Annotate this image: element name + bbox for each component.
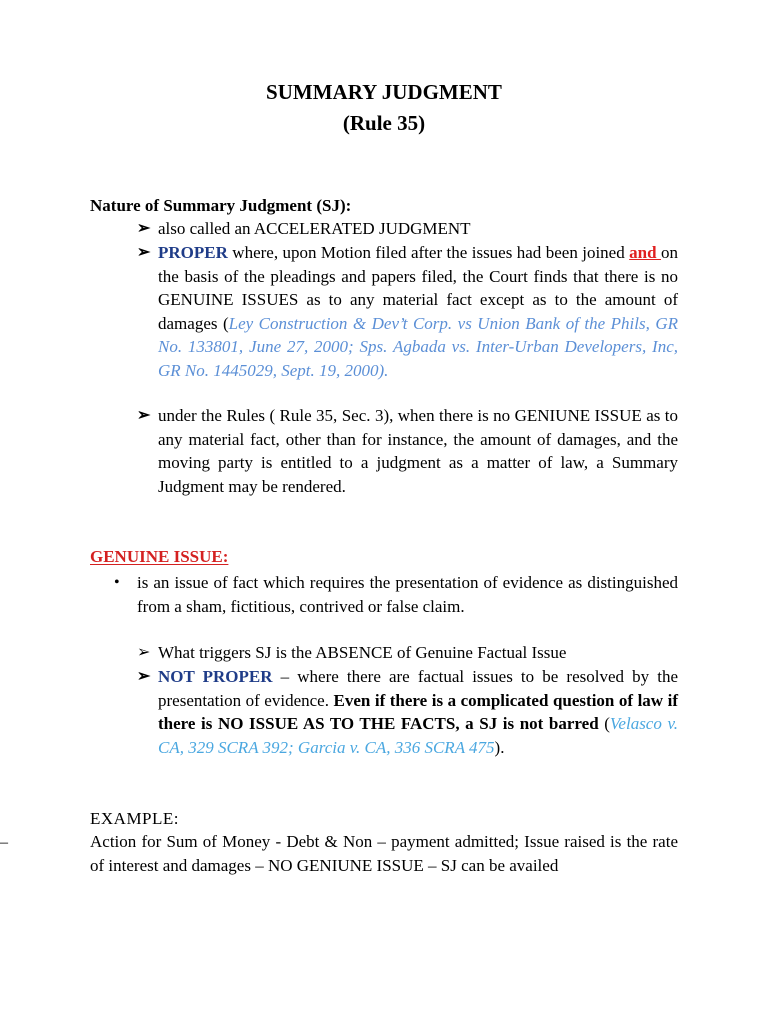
arrow-bullet-icon: ➢: [137, 668, 151, 685]
section-heading-nature: Nature of Summary Judgment (SJ):: [90, 196, 352, 215]
example-text: Action for Sum of Money - Debt & Non – payment admitted; Issue raised is the rate of interest and damages – NO GENIUNE ISSUE – SJ can be availed: [90, 832, 678, 875]
arrow-bullet-icon: ➢: [137, 644, 151, 661]
genuine-dot-item: is an issue of fact which requires the presentation of evidence as distinguished from a sham, fictitious, contrived or false claim.: [137, 573, 678, 616]
citation: Velasco v. CA, 329 SCRA 392; Garcia v. CA, 336 SCRA 475: [158, 714, 678, 757]
citation: Ley Construction & Dev’t Corp. vs Union Bank of the Phils, GR No. 133801, June 27, 2000; Sps. Agbada vs. Inter-Urban Developers, Inc, GR No. 1445029, Sept. 19, 2000).: [158, 313, 678, 380]
arrow-bullet-icon: ➢: [137, 407, 151, 424]
section-heading-example: EXAMPLE:: [90, 809, 179, 828]
document-title: SUMMARY JUDGMENT: [266, 80, 502, 104]
nature-bullet-3: under the Rules ( Rule 35, Sec. 3), when there is no GENIUNE ISSUE as to any material fact, other than for instance, the amount of damages, and the moving party is entitled to a judgment as a matter of law, a Summary Judgment may be rendered.: [158, 406, 678, 496]
genuine-arrow-2: NOT PROPER – where there are factual issues to be resolved by the presentation of evidence. Even if there is a complicated question of law if there is NO ISSUE AS TO THE FACTS, a SJ is not barred (Velasco v. CA, 329 SCRA 392; Garcia v. CA, 336 SCRA 475).: [158, 667, 678, 757]
dot-bullet-icon: •: [114, 574, 120, 591]
document-subtitle: (Rule 35): [342, 111, 426, 135]
nature-bullet-1: also called an ACCELERATED JUDGMENT: [158, 219, 471, 238]
genuine-arrow-1: What triggers SJ is the ABSENCE of Genuine Factual Issue: [158, 643, 567, 662]
section-heading-genuine-issue: GENUINE ISSUE:: [90, 547, 229, 566]
arrow-bullet-icon: ➢: [137, 220, 151, 237]
margin-dash: –: [0, 834, 8, 851]
arrow-bullet-icon: ➢: [137, 244, 151, 261]
nature-bullet-2: PROPER where, upon Motion filed after the issues had been joined and on the basis of the pleadings and papers filed, the Court finds that there is no GENUINE ISSUES as to any material fact except as to the amount of damages (Ley Construction & Dev’t Corp. vs Union Bank of the Phils, GR No. 133801, June 27, 2000; Sps. Agbada vs. Inter-Urban Developers, Inc, GR No. 1445029, Sept. 19, 2000).: [158, 243, 678, 380]
